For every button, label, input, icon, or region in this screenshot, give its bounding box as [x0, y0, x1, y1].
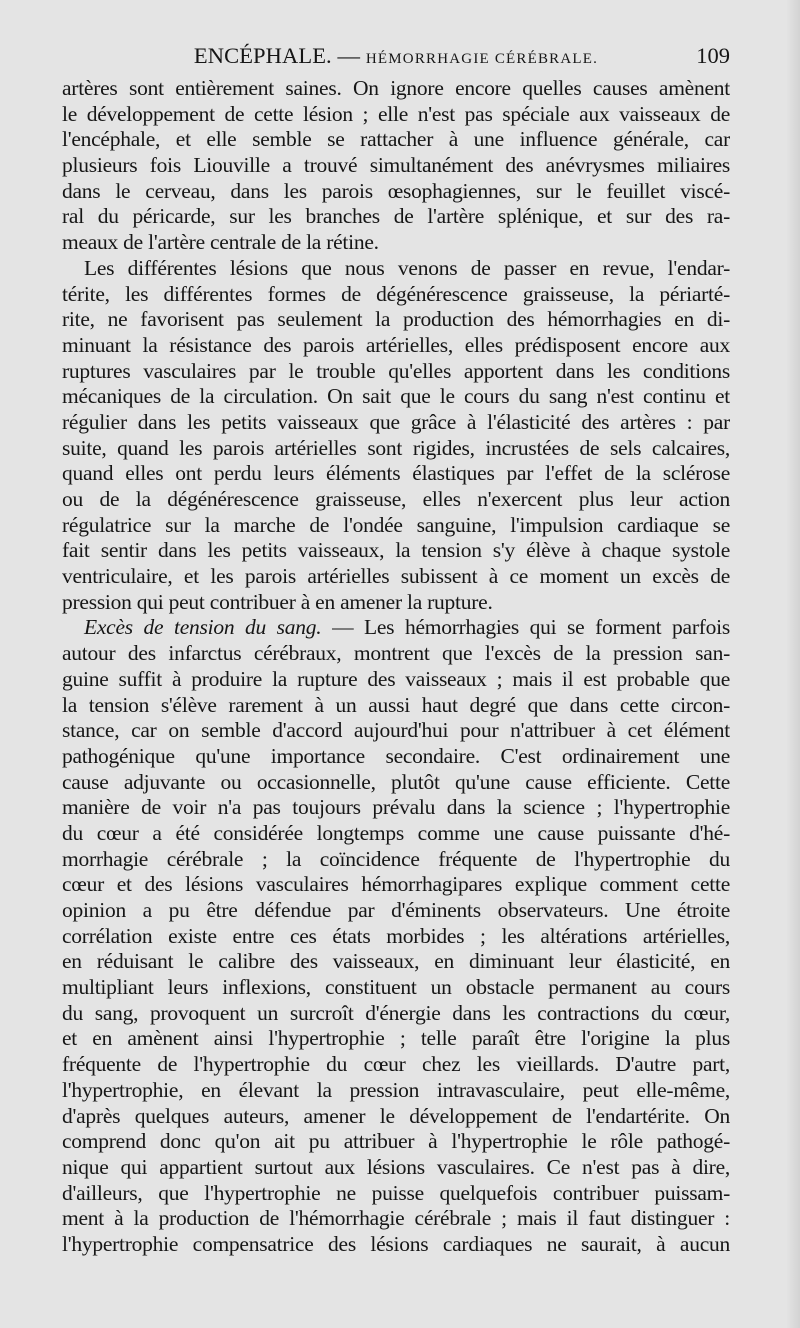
text-line: artères sont entièrement saines. On ignore encore quelles causes amènent [62, 76, 730, 100]
page-number: 109 [696, 43, 730, 68]
text-line: la tension s'élève rarement à un aussi haut degré que dans cette circon- [62, 692, 730, 717]
section-heading-line [62, 615, 730, 641]
text-line: cœur et des lésions vasculaires hémorrhagipares explique comment cette [62, 872, 730, 897]
text-line: Les différentes lésions que nous venons de passer en revue, l'endar- [84, 255, 730, 280]
body-text [62, 76, 730, 1258]
text-line: régulier dans les petits vaisseaux que grâce à l'élasticité des artères : par [62, 409, 730, 434]
text-line: minuant la résistance des parois artérielles, elles prédisposent encore aux [62, 332, 730, 357]
text-line: et en amènent ainsi l'hypertrophie ; telle paraît être l'origine la plus [62, 1026, 730, 1051]
text-line: ruptures vasculaires par le trouble qu'elles apportent dans les conditions [62, 358, 730, 383]
running-title [62, 38, 730, 77]
running-header [62, 38, 730, 74]
text-line: cause adjuvante ou occasionnelle, plutôt qu'une cause efficiente. Cette [62, 769, 730, 794]
text-line: stance, car on semble d'accord aujourd'hui pour n'attribuer à cet élément [62, 718, 730, 743]
text-line: rite, ne favorisent pas seulement la production des hémorrhagies en di- [62, 307, 730, 332]
text-line: suite, quand les parois artérielles sont rigides, incrustées de sels calcaires, [62, 435, 730, 460]
text-line: comprend donc qu'on ait pu attribuer à l'hypertrophie le rôle pathogé- [62, 1129, 730, 1154]
header-title: ENCÉPHALE. [193, 43, 332, 68]
text-line: du cœur a été considérée longtemps comme une cause puissante d'hé- [62, 820, 730, 845]
page-edge-shadow [786, 0, 800, 1328]
text-line: nique qui appartient surtout aux lésions vasculaires. Ce n'est pas à dire, [62, 1154, 730, 1179]
text-line: morrhagie cérébrale ; la coïncidence fréquente de l'hypertrophie du [62, 846, 730, 871]
text-line: autour des infarctus cérébraux, montrent que l'excès de la pression san- [62, 641, 730, 666]
text-line: en réduisant le calibre des vaisseaux, en diminuant leur élasticité, en [62, 949, 730, 974]
text-line: d'après quelques auteurs, amener le développement de l'endartérite. On [62, 1103, 730, 1128]
text-line: opinion a pu être défendue par d'éminents observateurs. Une étroite [62, 898, 730, 922]
text-line: du sang, provoquent un surcroît d'énergie dans les contractions du cœur, [62, 1000, 730, 1025]
text-line: pression qui peut contribuer à en amener la rupture. [62, 589, 493, 614]
text-line: plusieurs fois Liouville a trouvé simultanément des anévrysmes miliaires [62, 153, 730, 178]
text-line: fréquente de l'hypertrophie du cœur chez les vieillards. D'autre part, [62, 1052, 730, 1077]
header-subtitle: HÉMORRHAGIE CÉRÉBRALE. [365, 51, 599, 67]
text-line: d'ailleurs, que l'hypertrophie ne puisse quelquefois contribuer puissam- [62, 1180, 730, 1205]
section-heading-rest: — Les hémorrhagies qui se forment parfois [321, 615, 730, 640]
text-line: ventriculaire, et les parois artérielles subissent à ce moment un excès de [62, 564, 730, 589]
text-line: térite, les différentes formes de dégénérescence graisseuse, la périarté- [62, 281, 730, 306]
section-heading-italic: Excès de tension du sang. [84, 615, 322, 640]
text-line: l'encéphale, et elle semble se rattacher à une influence générale, car [62, 127, 730, 152]
text-line: l'hypertrophie compensatrice des lésions cardiaques ne saurait, à aucun [62, 1231, 730, 1256]
header-dash: — [337, 43, 361, 68]
text-line: dans le cerveau, dans les parois œsophagiennes, sur le feuillet viscé- [62, 178, 730, 203]
text-line: ment à la production de l'hémorrhagie cérébrale ; mais il faut distinguer : [62, 1206, 730, 1231]
text-line: mécaniques de la circulation. On sait que le cours du sang n'est continu et [62, 384, 730, 409]
text-line: meaux de l'artère centrale de la rétine. [62, 230, 379, 255]
text-line: régulatrice sur la marche de l'ondée sanguine, l'impulsion cardiaque se [62, 512, 730, 537]
text-line: le développement de cette lésion ; elle n'est pas spéciale aux vaisseaux de [62, 101, 730, 126]
text-line: l'hypertrophie, en élevant la pression intravasculaire, peut elle-même, [62, 1077, 730, 1102]
text-line: multipliant leurs inflexions, constituent un obstacle permanent au cours [62, 975, 730, 1000]
text-line: ral du péricarde, sur les branches de l'artère splénique, et sur des ra- [62, 204, 730, 229]
text-line: guine suffit à produire la rupture des vaisseaux ; mais il est probable que [62, 666, 730, 691]
text-line: manière de voir n'a pas toujours prévalu dans la science ; l'hypertrophie [62, 795, 730, 820]
text-line: quand elles ont perdu leurs éléments élastiques par l'effet de la sclérose [62, 461, 730, 486]
text-line: corrélation existe entre ces états morbides ; les altérations artérielles, [62, 923, 730, 948]
text-line: ou de la dégénérescence graisseuse, elles n'exercent plus leur action [62, 487, 730, 511]
text-line: pathogénique qu'une importance secondaire. C'est ordinairement une [62, 743, 730, 768]
text-line: fait sentir dans les petits vaisseaux, la tension s'y élève à chaque systole [62, 538, 730, 563]
